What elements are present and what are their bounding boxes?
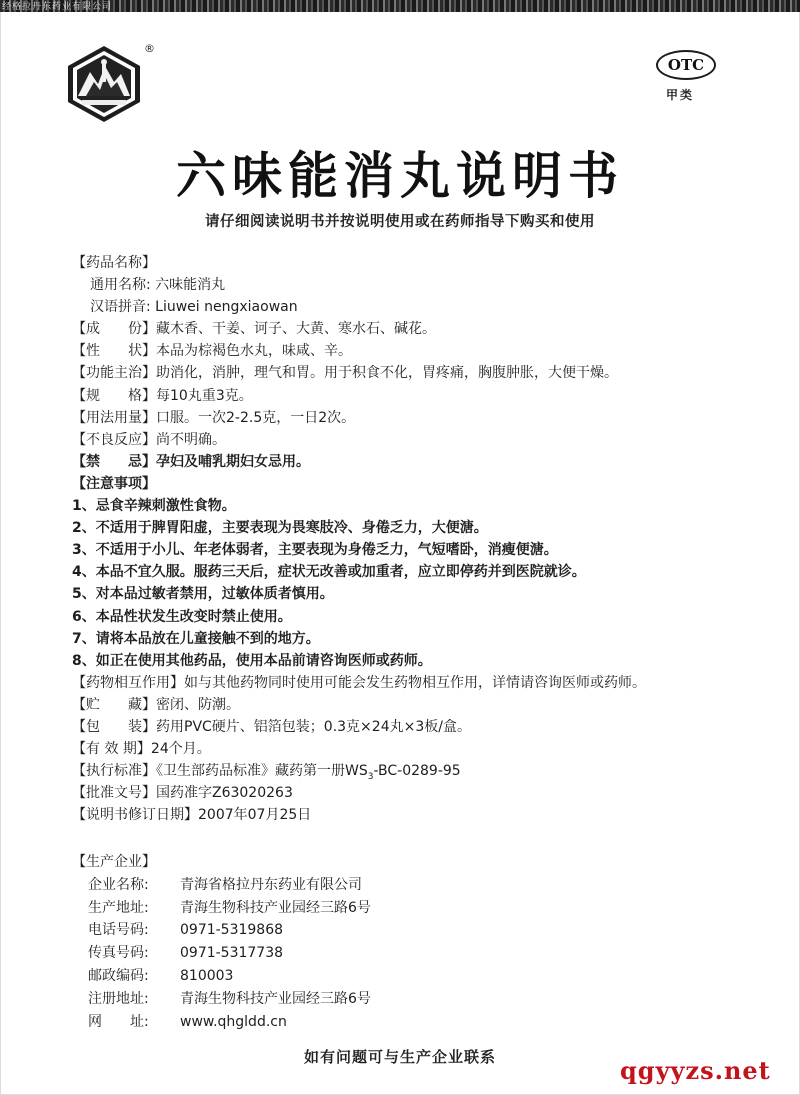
adverse-reactions-row: 【不良反应】尚不明确。 bbox=[72, 431, 226, 448]
precaution-item: 3、不适用于小儿、年老体弱者，主要表现为身倦乏力，气短嗜卧，消瘦便溏。 bbox=[72, 542, 558, 559]
company-logo-icon bbox=[64, 44, 144, 124]
manufacturer-row: 传真号码: 0971-5317738 bbox=[88, 945, 284, 962]
document-title: 六味能消丸说明书 bbox=[176, 147, 624, 205]
precaution-item: 5、对本品过敏者禁用，过敏体质者慎用。 bbox=[72, 586, 334, 603]
indications-row: 【功能主治】助消化，消肿，理气和胃。用于积食不化，胃疼痛，胸腹肿胀，大便干燥。 bbox=[72, 365, 618, 382]
common-name-row: 通用名称: 六味能消丸 bbox=[90, 277, 226, 294]
ingredients-row: 【成 份】藏木香、干姜、诃子、大黄、寒水石、碱花。 bbox=[72, 321, 436, 338]
usage-notice: 请仔细阅读说明书并按说明使用或在药师指导下购买和使用 bbox=[205, 214, 595, 230]
site-watermark: qgyyzs.net bbox=[620, 1056, 771, 1085]
manufacturer-block bbox=[72, 851, 782, 1033]
manufacturer-row: 邮政编码: 810003 bbox=[88, 967, 234, 984]
precaution-item: 6、本品性状发生改变时禁止使用。 bbox=[72, 608, 292, 625]
manufacturer-row: 电话号码: 0971-5319868 bbox=[88, 922, 284, 939]
drug-interaction-row: 【药物相互作用】如与其他药物同时使用可能会发生药物相互作用，详情请咨询医师或药师。 bbox=[72, 674, 646, 691]
precaution-item: 2、不适用于脾胃阳虚，主要表现为畏寒肢冷、身倦乏力，大便溏。 bbox=[72, 520, 488, 537]
pinyin-row: 汉语拼音: Liuwei nengxiaowan bbox=[90, 299, 298, 316]
otc-class-label: 甲类 bbox=[666, 88, 695, 102]
spec-row: 【规 格】每10丸重3克。 bbox=[72, 387, 253, 404]
storage-row: 【贮 藏】密闭、防潮。 bbox=[72, 696, 240, 713]
manufacturer-header: 【生产企业】 bbox=[72, 854, 156, 870]
package-row: 【包 装】药用PVC硬片、铝箔包装；0.3克×24丸×3板/盒。 bbox=[72, 718, 471, 735]
manufacturer-row: 网 址: www.qhgldd.cn bbox=[88, 1013, 287, 1030]
precautions-header: 【注意事项】 bbox=[72, 475, 156, 492]
leaflet-body bbox=[72, 252, 782, 826]
contact-note: 如有问题可与生产企业联系 bbox=[303, 1048, 496, 1066]
precaution-item: 7、请将本品放在儿童接触不到的地方。 bbox=[72, 630, 320, 647]
drug-name-header: 【药品名称】 bbox=[72, 255, 156, 271]
contraindications-row: 【禁 忌】孕妇及哺乳期妇女忌用。 bbox=[72, 453, 310, 470]
dosage-row: 【用法用量】口服。一次2-2.5克，一日2次。 bbox=[72, 409, 356, 426]
standard-row: 【执行标准】《卫生部药品标准》藏药第一册$WS_3-BC-0289-95$ bbox=[72, 763, 461, 782]
manufacturer-row: 注册地址: 青海生物科技产业园经三路6号 bbox=[88, 990, 371, 1007]
top-strip-text: 经格拉丹东药业有限公司 bbox=[2, 2, 113, 12]
precaution-item: 8、如正在使用其他药品，使用本品前请咨询医师或药师。 bbox=[72, 652, 432, 669]
revision-date-row: 【说明书修订日期】2007年07月25日 bbox=[72, 807, 312, 824]
properties-row: 【性 状】本品为棕褐色水丸，味咸、辛。 bbox=[72, 343, 352, 360]
manufacturer-row: 生产地址: 青海生物科技产业园经三路6号 bbox=[88, 899, 371, 916]
precaution-item: 4、本品不宜久服。服药三天后，症状无改善或加重者，应立即停药并到医院就诊。 bbox=[72, 564, 586, 581]
manufacturer-row: 企业名称: 青海省格拉丹东药业有限公司 bbox=[88, 876, 362, 893]
precaution-item: 1、忌食辛辣刺激性食物。 bbox=[72, 498, 236, 515]
registered-mark: ® bbox=[144, 42, 155, 55]
approval-row: 【批准文号】国药准字Z63020263 bbox=[72, 785, 293, 802]
otc-badge: OTC bbox=[656, 50, 716, 80]
validity-row: 【有 效 期】24个月。 bbox=[72, 741, 211, 758]
top-edge-strip bbox=[0, 0, 800, 12]
